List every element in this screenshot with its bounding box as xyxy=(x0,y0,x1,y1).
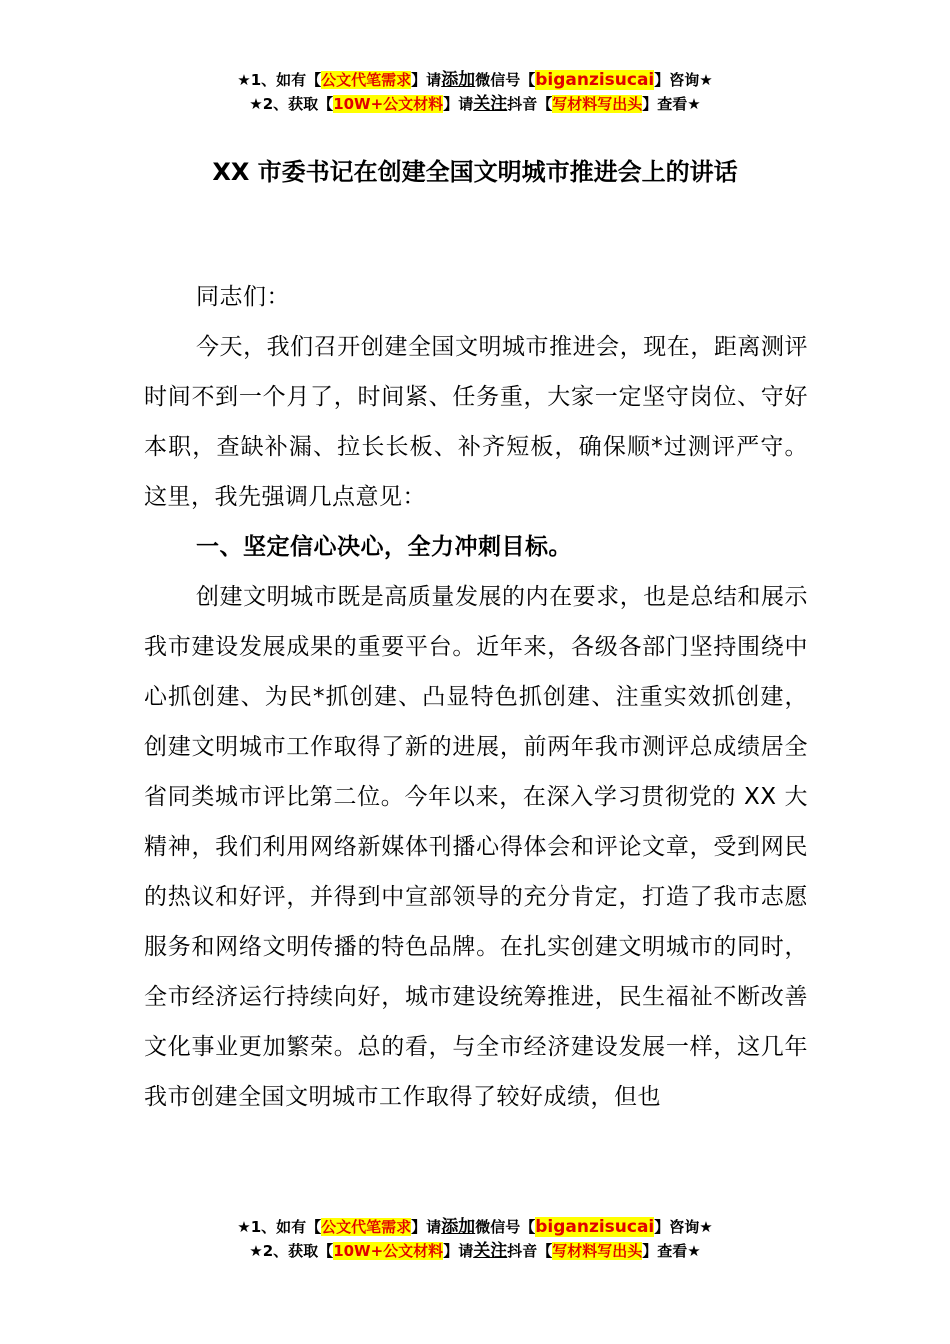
promo-text: 抖音【 xyxy=(507,1242,553,1260)
promo-text: 】请 xyxy=(411,1218,442,1236)
promo-highlight-wechat-id: biganzisucai xyxy=(535,1217,655,1237)
promo-text: ★2、获取【 xyxy=(249,1242,334,1260)
promo-text: 】请 xyxy=(443,1242,474,1260)
promo-highlight-douyin: 写材料写出头 xyxy=(552,1242,643,1260)
body-paragraph: 创建文明城市既是高质量发展的内在要求，也是总结和展示我市建设发展成果的重要平台。近年来，各级各部门坚持围绕中心抓创建、为民*抓创建、凸显特色抓创建、注重实效抓创建，创建文明城市工作取得了新的进展，前两年我市测评总成绩居全省同类城市评比第二位。今年以来，在深入学习贯彻党的 XX 大精神，我们利用网络新媒体刊播心得体会和评论文章，受到网民的热议和好评，并得到中宣部领导的充分肯定，打造了我市志愿服务和网络文明传播的特色品牌。在扎实创建文明城市的同时，全市经济运行持续向好，城市建设统筹推进，民生福祉不断改善文化事业更加繁荣。总的看，与全市经济建设发展一样，这几年我市创建全国文明城市工作取得了较好成绩，但也 xyxy=(144,584,808,1110)
promo-text: ★2、获取【 xyxy=(249,95,334,113)
promo-text: 微信号【 xyxy=(475,1218,536,1236)
salutation: 同志们： xyxy=(196,284,290,310)
promo-underline: 添加 xyxy=(441,70,476,90)
promo-text: ★1、如有【 xyxy=(237,1218,322,1236)
promo-text: 】请 xyxy=(411,71,442,89)
promo-underline: 关注 xyxy=(473,1241,508,1261)
promo-text: 】查看★ xyxy=(642,95,701,113)
promo-text: 】请 xyxy=(443,95,474,113)
promo-text: 】咨询★ xyxy=(654,71,713,89)
promo-line-2 xyxy=(0,1239,950,1263)
promo-line-1 xyxy=(0,68,950,92)
promo-line-1 xyxy=(0,1215,950,1239)
promo-text: 微信号【 xyxy=(475,71,536,89)
promo-highlight-wechat-id: biganzisucai xyxy=(535,70,655,90)
section-heading: 一、坚定信心决心，全力冲刺目标。 xyxy=(196,534,572,560)
body-paragraph: 今天，我们召开创建全国文明城市推进会，现在，距离测评时间不到一个月了，时间紧、任务重，大家一定坚守岗位、守好本职，查缺补漏、拉长长板、补齐短板，确保顺*过测评严守。这里，我先强调几点意见： xyxy=(144,334,808,510)
footer-promo-banner xyxy=(0,1215,950,1263)
document-body xyxy=(144,272,808,1122)
promo-text: ★1、如有【 xyxy=(237,71,322,89)
promo-text: 抖音【 xyxy=(507,95,553,113)
promo-text: 】咨询★ xyxy=(654,1218,713,1236)
promo-highlight: 10W+公文材料 xyxy=(333,95,444,113)
promo-highlight: 公文代笔需求 xyxy=(321,71,412,89)
promo-underline: 关注 xyxy=(473,94,508,114)
header-promo-banner xyxy=(0,68,950,116)
promo-text: 】查看★ xyxy=(642,1242,701,1260)
promo-highlight: 公文代笔需求 xyxy=(321,1218,412,1236)
promo-highlight-douyin: 写材料写出头 xyxy=(552,95,643,113)
promo-highlight: 10W+公文材料 xyxy=(333,1242,444,1260)
promo-underline: 添加 xyxy=(441,1217,476,1237)
promo-line-2 xyxy=(0,92,950,116)
document-title: XX 市委书记在创建全国文明城市推进会上的讲话 xyxy=(212,158,738,186)
